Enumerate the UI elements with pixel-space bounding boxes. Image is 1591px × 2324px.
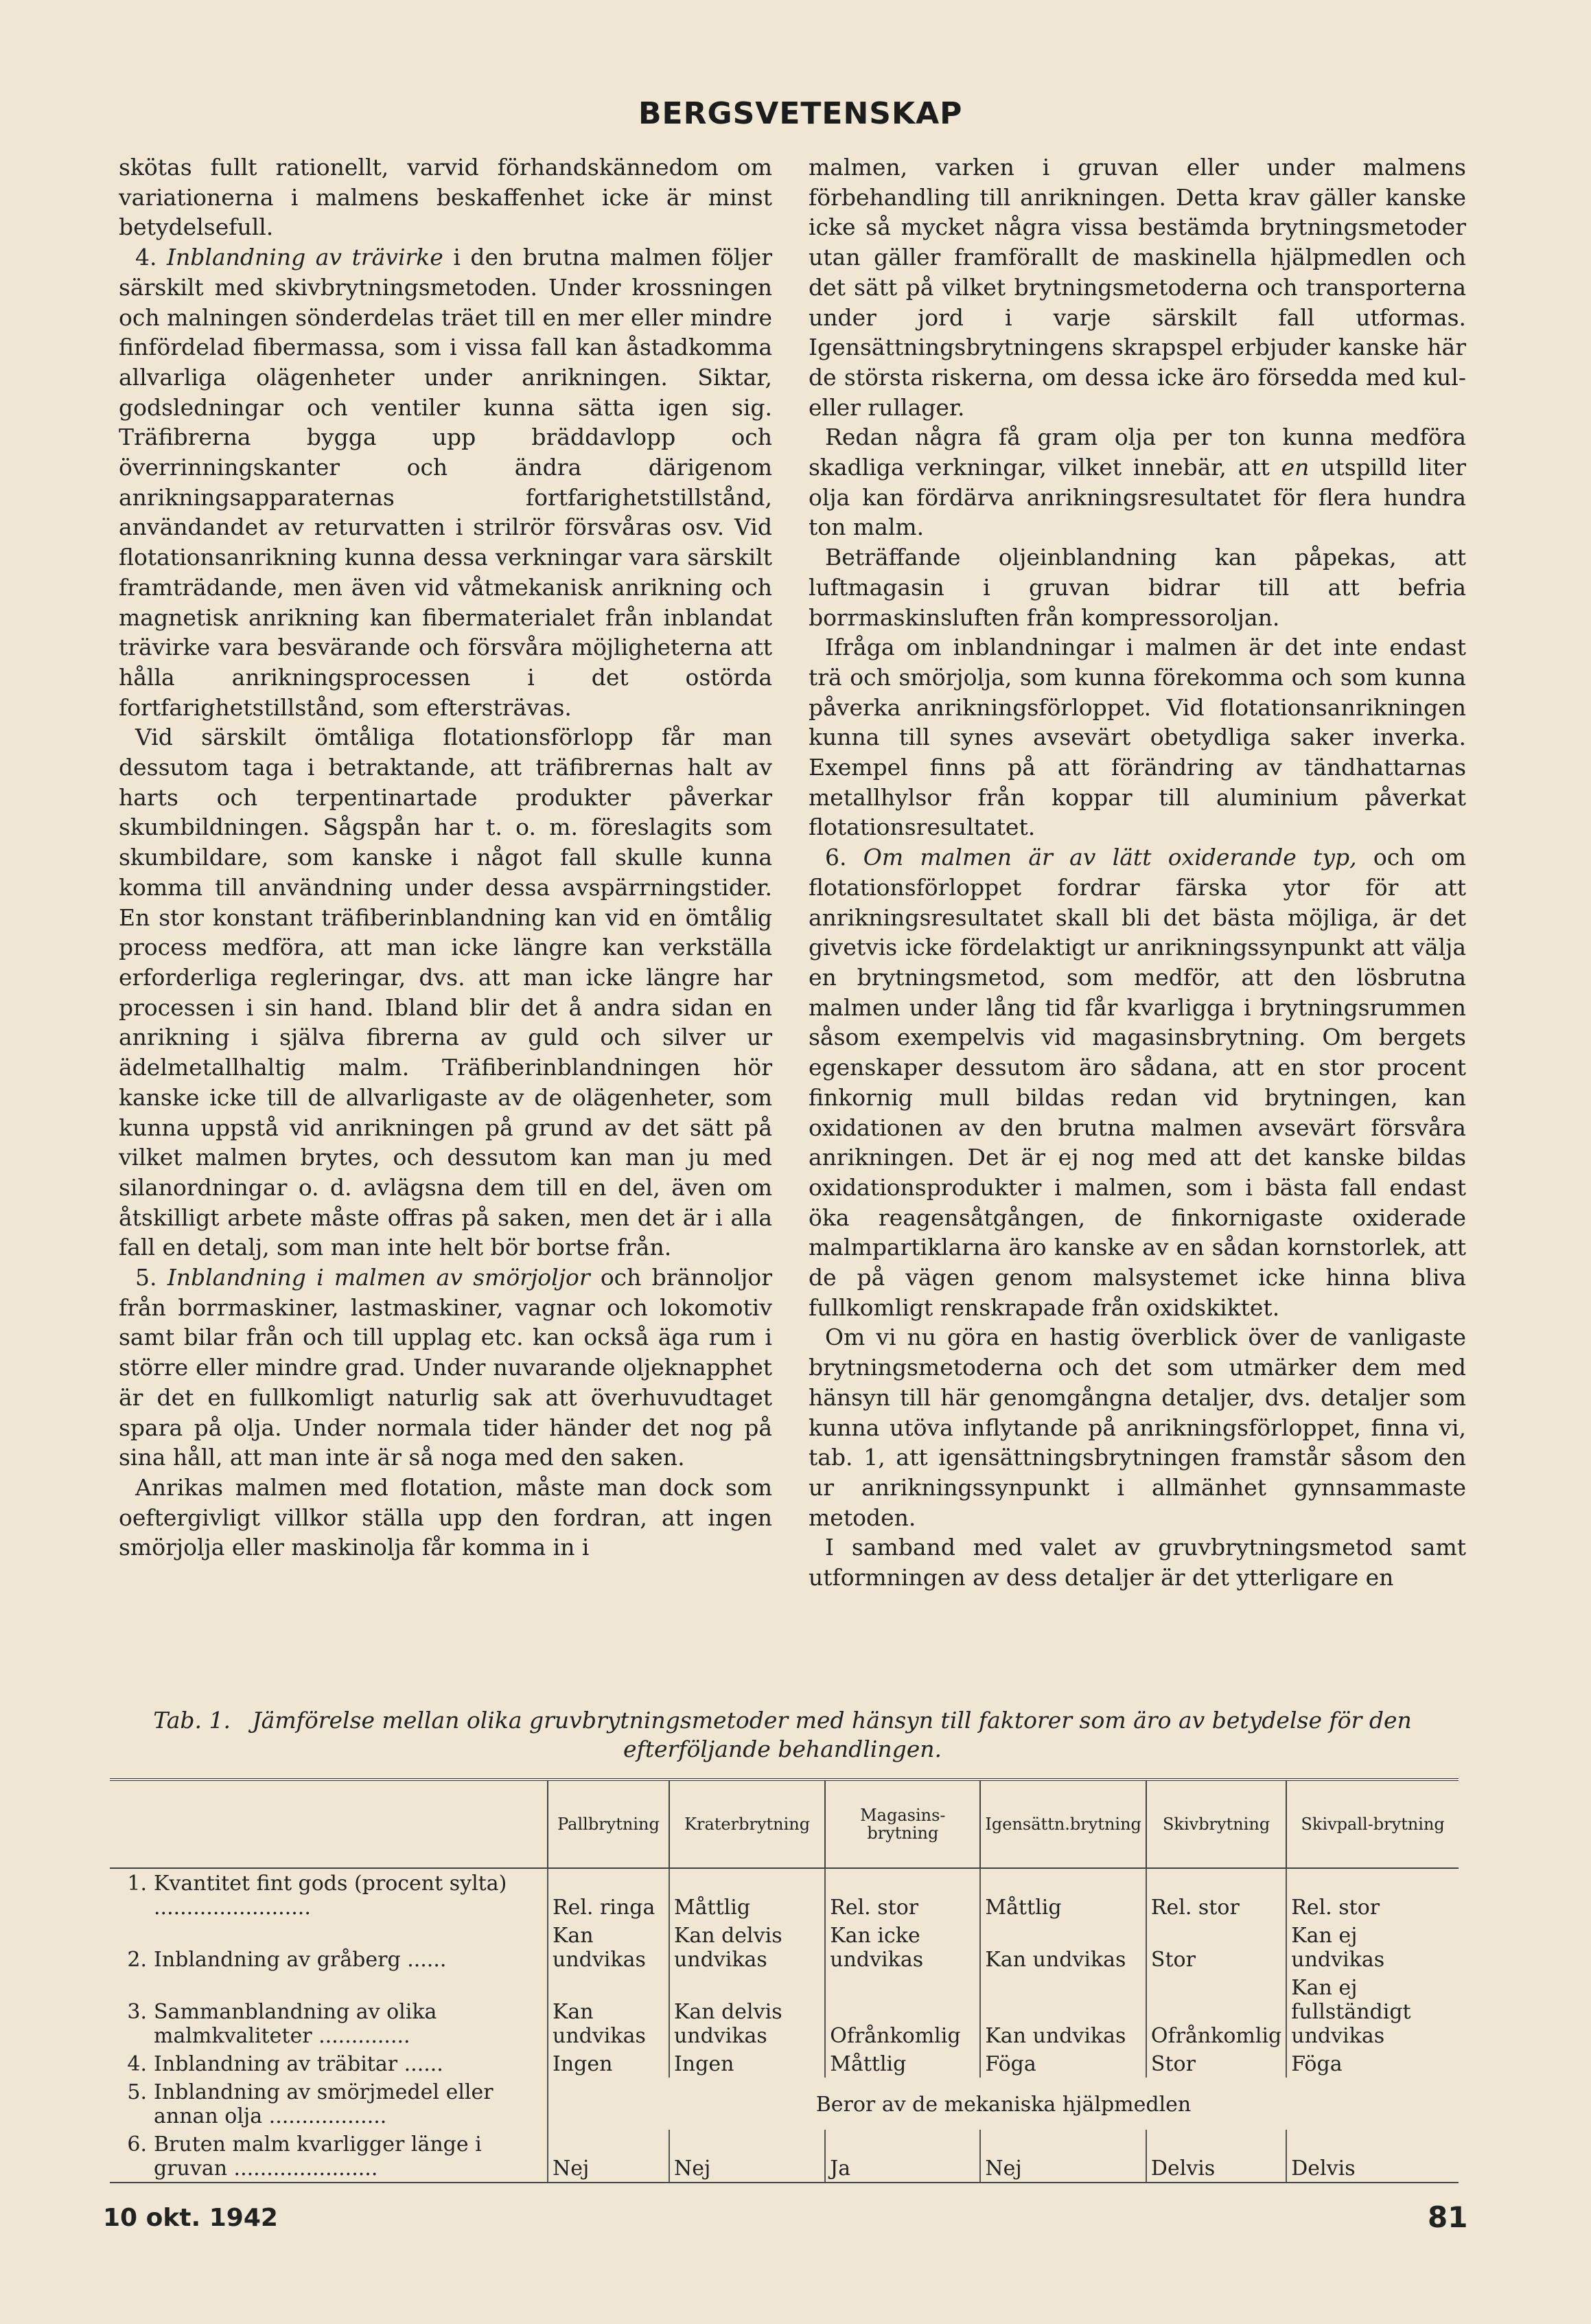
table-cell: Föga: [1286, 2049, 1459, 2078]
table-row: [110, 2049, 1459, 2078]
text-run: skötas fullt rationellt, varvid förhandskännedom om variationerna i malmens beskaffenhet icke är minst betydelsefull.: [119, 154, 772, 241]
table-cell: Nej: [548, 2130, 669, 2183]
text-run: Ifråga om inblandningar i malmen är det inte endast trä och smörjolja, som kunna förekomma och som kunna påverka anrikningsförloppet. Vid flotationsanrikningen kunna till synes avsevärt obetydliga saker inverka. Exempel finns på att förändring av tändhattarnas metallhylsor från koppar till aluminium påverkat flotationsresultatet.: [809, 634, 1466, 841]
criterion-number: 6.: [127, 2132, 147, 2156]
criterion-label: Bruten malm kvarligger länge i gruvan ......................: [154, 2132, 482, 2181]
column-header: Skivbrytning: [1146, 1780, 1286, 1868]
table-cell: Rel. stor: [825, 1868, 980, 1921]
text-run: 4.: [135, 244, 167, 271]
text-run: I samband med valet av gruvbrytningsmetod samt utformningen av dess detaljer är det ytterligare en: [809, 1534, 1466, 1591]
table-row: [110, 1973, 1459, 2049]
criterion-label: Inblandning av träbitar ......: [154, 2052, 443, 2076]
text-run: utspilld liter olja kan fördärva anrikningsresultatet för flera hundra ton malm.: [809, 454, 1467, 541]
paragraph: [809, 1322, 1466, 1532]
criterion-number: 4.: [127, 2052, 147, 2076]
running-head: BERGSVETENSKAP: [638, 96, 963, 131]
criterion-cell: [110, 1868, 548, 1921]
text-run: Anrikas malmen med flotation, måste man dock som oeftergivligt villkor ställa upp den fordran, att ingen smörjolja eller maskinolja får komma in i: [119, 1473, 772, 1561]
table-cell: Rel. stor: [1146, 1868, 1286, 1921]
text-run: 5.: [135, 1264, 167, 1291]
paragraph: [809, 542, 1466, 632]
paragraph: [809, 152, 1466, 422]
table-cell: Föga: [980, 2049, 1146, 2078]
criterion-number: 3.: [127, 2000, 147, 2024]
table-cell: Kan undvikas: [980, 1973, 1146, 2049]
table-cell: Stor: [1146, 1921, 1286, 1973]
table-cell: Ofrånkomlig: [825, 1973, 980, 2049]
text-run: malmen, varken i gruvan eller under malmens förbehandling till anrikningen. Detta krav gäller kanske icke så mycket några vissa bestämda brytningsmetoder utan gäller framförallt de maskinella hjälpmedlen och det sätt på vilket brytningsmetoderna och transporterna under jord i varje särskilt fall utformas. Igensättningsbrytningens skrapspel erbjuder kanske här de största riskerna, om dessa icke äro försedda med kul- eller rullager.: [809, 154, 1466, 421]
text-run: Om vi nu göra en hastig överblick över de vanligaste brytningsmetoderna och det som utmärker dem med hänsyn till här genomgångna detaljer, dvs. detaljer som kunna utöva inflytande på anrikningsförloppet, finna vi, tab. 1, att igensättningsbrytningen framstår såsom den ur anrikningssynpunkt i allmänhet gynnsammaste metoden.: [809, 1324, 1466, 1531]
merged-cell: Beror av de mekaniska hjälpmedlen: [548, 2078, 1459, 2130]
text-run: och brännoljor från borrmaskiner, lastmaskiner, vagnar och lokomotiv samt bilar från och till upplag etc. kan också äga rum i större eller mindre grad. Under nuvarande oljeknapphet är det en fullkomligt naturlig sak att överhuvudtaget spara på olja. Under normala tider händer det nog på sina håll, att man inte är så noga med den saken.: [119, 1264, 773, 1471]
table-cell: Kan undvikas: [980, 1921, 1146, 1973]
italic-run: en: [1281, 454, 1310, 481]
table-cell: Ja: [825, 2130, 980, 2183]
column-header: Kraterbrytning: [669, 1780, 825, 1868]
footer-date: 10 okt. 1942: [103, 2204, 278, 2232]
table-cell: Rel. ringa: [548, 1868, 669, 1921]
table-cell: Delvis: [1146, 2130, 1286, 2183]
criterion-cell: [110, 2049, 548, 2078]
table-cell: Kan undvikas: [548, 1921, 669, 1973]
table-cell: Kan ej fullständigt undvikas: [1286, 1973, 1459, 2049]
paragraph: [119, 242, 772, 722]
criterion-number: 5.: [127, 2080, 147, 2104]
footer-page-number: 81: [1428, 2200, 1468, 2234]
criterion-label: Inblandning av gråberg ......: [154, 1948, 447, 1972]
paragraph: [809, 842, 1466, 1322]
paragraph: [119, 1263, 772, 1473]
paragraph: [119, 152, 772, 242]
table-cell: Kan delvis undvikas: [669, 1973, 825, 2049]
criterion-label: Kvantitet fint gods (procent sylta) ........................: [154, 1872, 507, 1920]
table-cell: Kan icke undvikas: [825, 1921, 980, 1973]
column-header: Magasins-brytning: [825, 1780, 980, 1868]
table-row: [110, 1868, 1459, 1921]
left-column: [119, 152, 772, 1563]
table-row: [110, 2130, 1459, 2183]
column-header: Igensättn.brytning: [980, 1780, 1146, 1868]
table-cell: Ingen: [669, 2049, 825, 2078]
paragraph: [119, 722, 772, 1263]
criterion-label: Sammanblandning av olika malmkvaliteter ..............: [154, 2000, 437, 2048]
paragraph: [119, 1473, 772, 1563]
right-column: [809, 152, 1466, 1593]
table-row: [110, 1921, 1459, 1973]
table-cell: Måttlig: [825, 2049, 980, 2078]
text-run: Beträffande oljeinblandning kan påpekas, att luftmagasin i gruvan bidrar till att befria borrmaskinsluften från kompressoroljan.: [809, 544, 1466, 631]
table-caption: [110, 1706, 1455, 1764]
paragraph: [809, 632, 1466, 842]
italic-run: Om malmen är av lätt oxiderande typ,: [863, 844, 1357, 871]
criterion-label: Inblandning av smörjmedel eller annan olja ..................: [154, 2080, 493, 2128]
text-run: 6.: [825, 844, 863, 871]
text-run: och om flotationsförloppet fordrar färska ytor för att anrikningsresultatet skall bli det bästa möjliga, är det givetvis icke fördelaktigt ur anrikningssynpunkt att välja en brytningsmetod, som medför, att den lösbrutna malmen under lång tid får kvarligga i brytningsrummen såsom exempelvis vid magasinsbrytning. Om bergets egenskaper dessutom äro sådana, att en stor procent finkornig mull bildas redan vid brytningen, kan oxidationen av den brutna malmen avsevärt försvåra anrikningen. Det är ej nog med att det kanske bildas oxidationsprodukter i malmen, som i bästa fall endast öka reagensåtgången, de finkornigaste oxiderade malmpartiklarna äro kanske av en sådan kornstorlek, att de på vägen genom malsystemet icke hinna bliva fullkomligt renskrapade från oxidskiktet.: [809, 844, 1466, 1321]
table-cell: Nej: [669, 2130, 825, 2183]
text-run: Vid särskilt ömtåliga flotationsförlopp får man dessutom taga i betraktande, att träfibrernas halt av harts och terpentinartade produkter påverkar skumbildningen. Sågspån har t. o. m. föreslagits som skumbildare, som kanske i något fall skulle kunna komma till användning under dessa avspärrningstider. En stor konstant träfiberinblandning kan vid en ömtålig process medföra, att man icke längre kan verkställa erforderliga regleringar, dvs. att man icke längre har processen i sin hand. Ibland blir det å andra sidan en anrikning i själva fibrerna av guld och silver ur ädelmetallhaltig malm. Träfiberinblandningen hör kanske icke till de allvarligaste av de olägenheter, som kunna uppstå vid anrikningen på grund av det sätt på vilket malmen brytes, och dessutom kan man ju med silanordningar o. d. avlägsna dem till en del, även om åtskilligt arbete måste offras på saken, men det är i alla fall en detalj, som man inte helt bör bortse från.: [119, 724, 772, 1261]
column-header: Pallbrytning: [548, 1780, 669, 1868]
table-cell: Rel. stor: [1286, 1868, 1459, 1921]
table-cell: Nej: [980, 2130, 1146, 2183]
table-cell: Måttlig: [669, 1868, 825, 1921]
table-cell: Kan ej undvikas: [1286, 1921, 1459, 1973]
italic-run: Inblandning av trävirke: [167, 244, 443, 271]
table-cell: Ofrånkomlig: [1146, 1973, 1286, 2049]
table-header-blank: [110, 1780, 548, 1868]
comparison-table: [110, 1778, 1459, 2183]
criterion-cell: [110, 2130, 548, 2183]
criterion-cell: [110, 1921, 548, 1973]
criterion-cell: [110, 2078, 548, 2130]
table-row: [110, 2078, 1459, 2130]
table-cell: Ingen: [548, 2049, 669, 2078]
italic-run: Inblandning i malmen av smörjoljor: [167, 1264, 590, 1291]
paragraph: [809, 422, 1466, 542]
table-cell: Måttlig: [980, 1868, 1146, 1921]
table-cell: Delvis: [1286, 2130, 1459, 2183]
table-body: [110, 1868, 1459, 2183]
text-run: Redan några få gram olja per ton kunna medföra skadliga verkningar, vilket innebär, att: [809, 424, 1466, 481]
table-cell: Kan undvikas: [548, 1973, 669, 2049]
paragraph: [809, 1532, 1466, 1592]
table-caption-text: Jämförelse mellan olika gruvbrytningsmetoder med hänsyn till faktorer som äro av betydelse för den efterföljande behandlingen.: [252, 1707, 1412, 1762]
table-header-row: [110, 1780, 1459, 1868]
criterion-cell: [110, 1973, 548, 2049]
table-caption-label: Tab. 1.: [153, 1707, 231, 1734]
criterion-number: 2.: [127, 1948, 147, 1972]
text-run: i den brutna malmen följer särskilt med skivbrytningsmetoden. Under krossningen och malningen sönderdelas träet till en mer eller mindre finfördelad fibermassa, som i vissa fall kan åstadkomma allvarliga olägenheter under anrikningen. Siktar, godsledningar och ventiler kunna sätta igen sig. Träfibrerna bygga upp bräddavlopp och överrinningskanter och ändra därigenom anrikningsapparaternas fortfarighetstillstånd, användandet av returvatten i strilrör försvåras osv. Vid flotationsanrikning kunna dessa verkningar vara särskilt framträdande, men även vid våtmekanisk anrikning och magnetisk anrikning kan fibermaterialet från inblandat trävirke vara besvärande och försvåra möjligheterna att hålla anrikningsprocessen i det ostörda fortfarighetstillstånd, som eftersträvas.: [119, 244, 772, 721]
criterion-number: 1.: [127, 1872, 147, 1896]
column-header: Skivpall-brytning: [1286, 1780, 1459, 1868]
table-cell: Kan delvis undvikas: [669, 1921, 825, 1973]
table-cell: Stor: [1146, 2049, 1286, 2078]
